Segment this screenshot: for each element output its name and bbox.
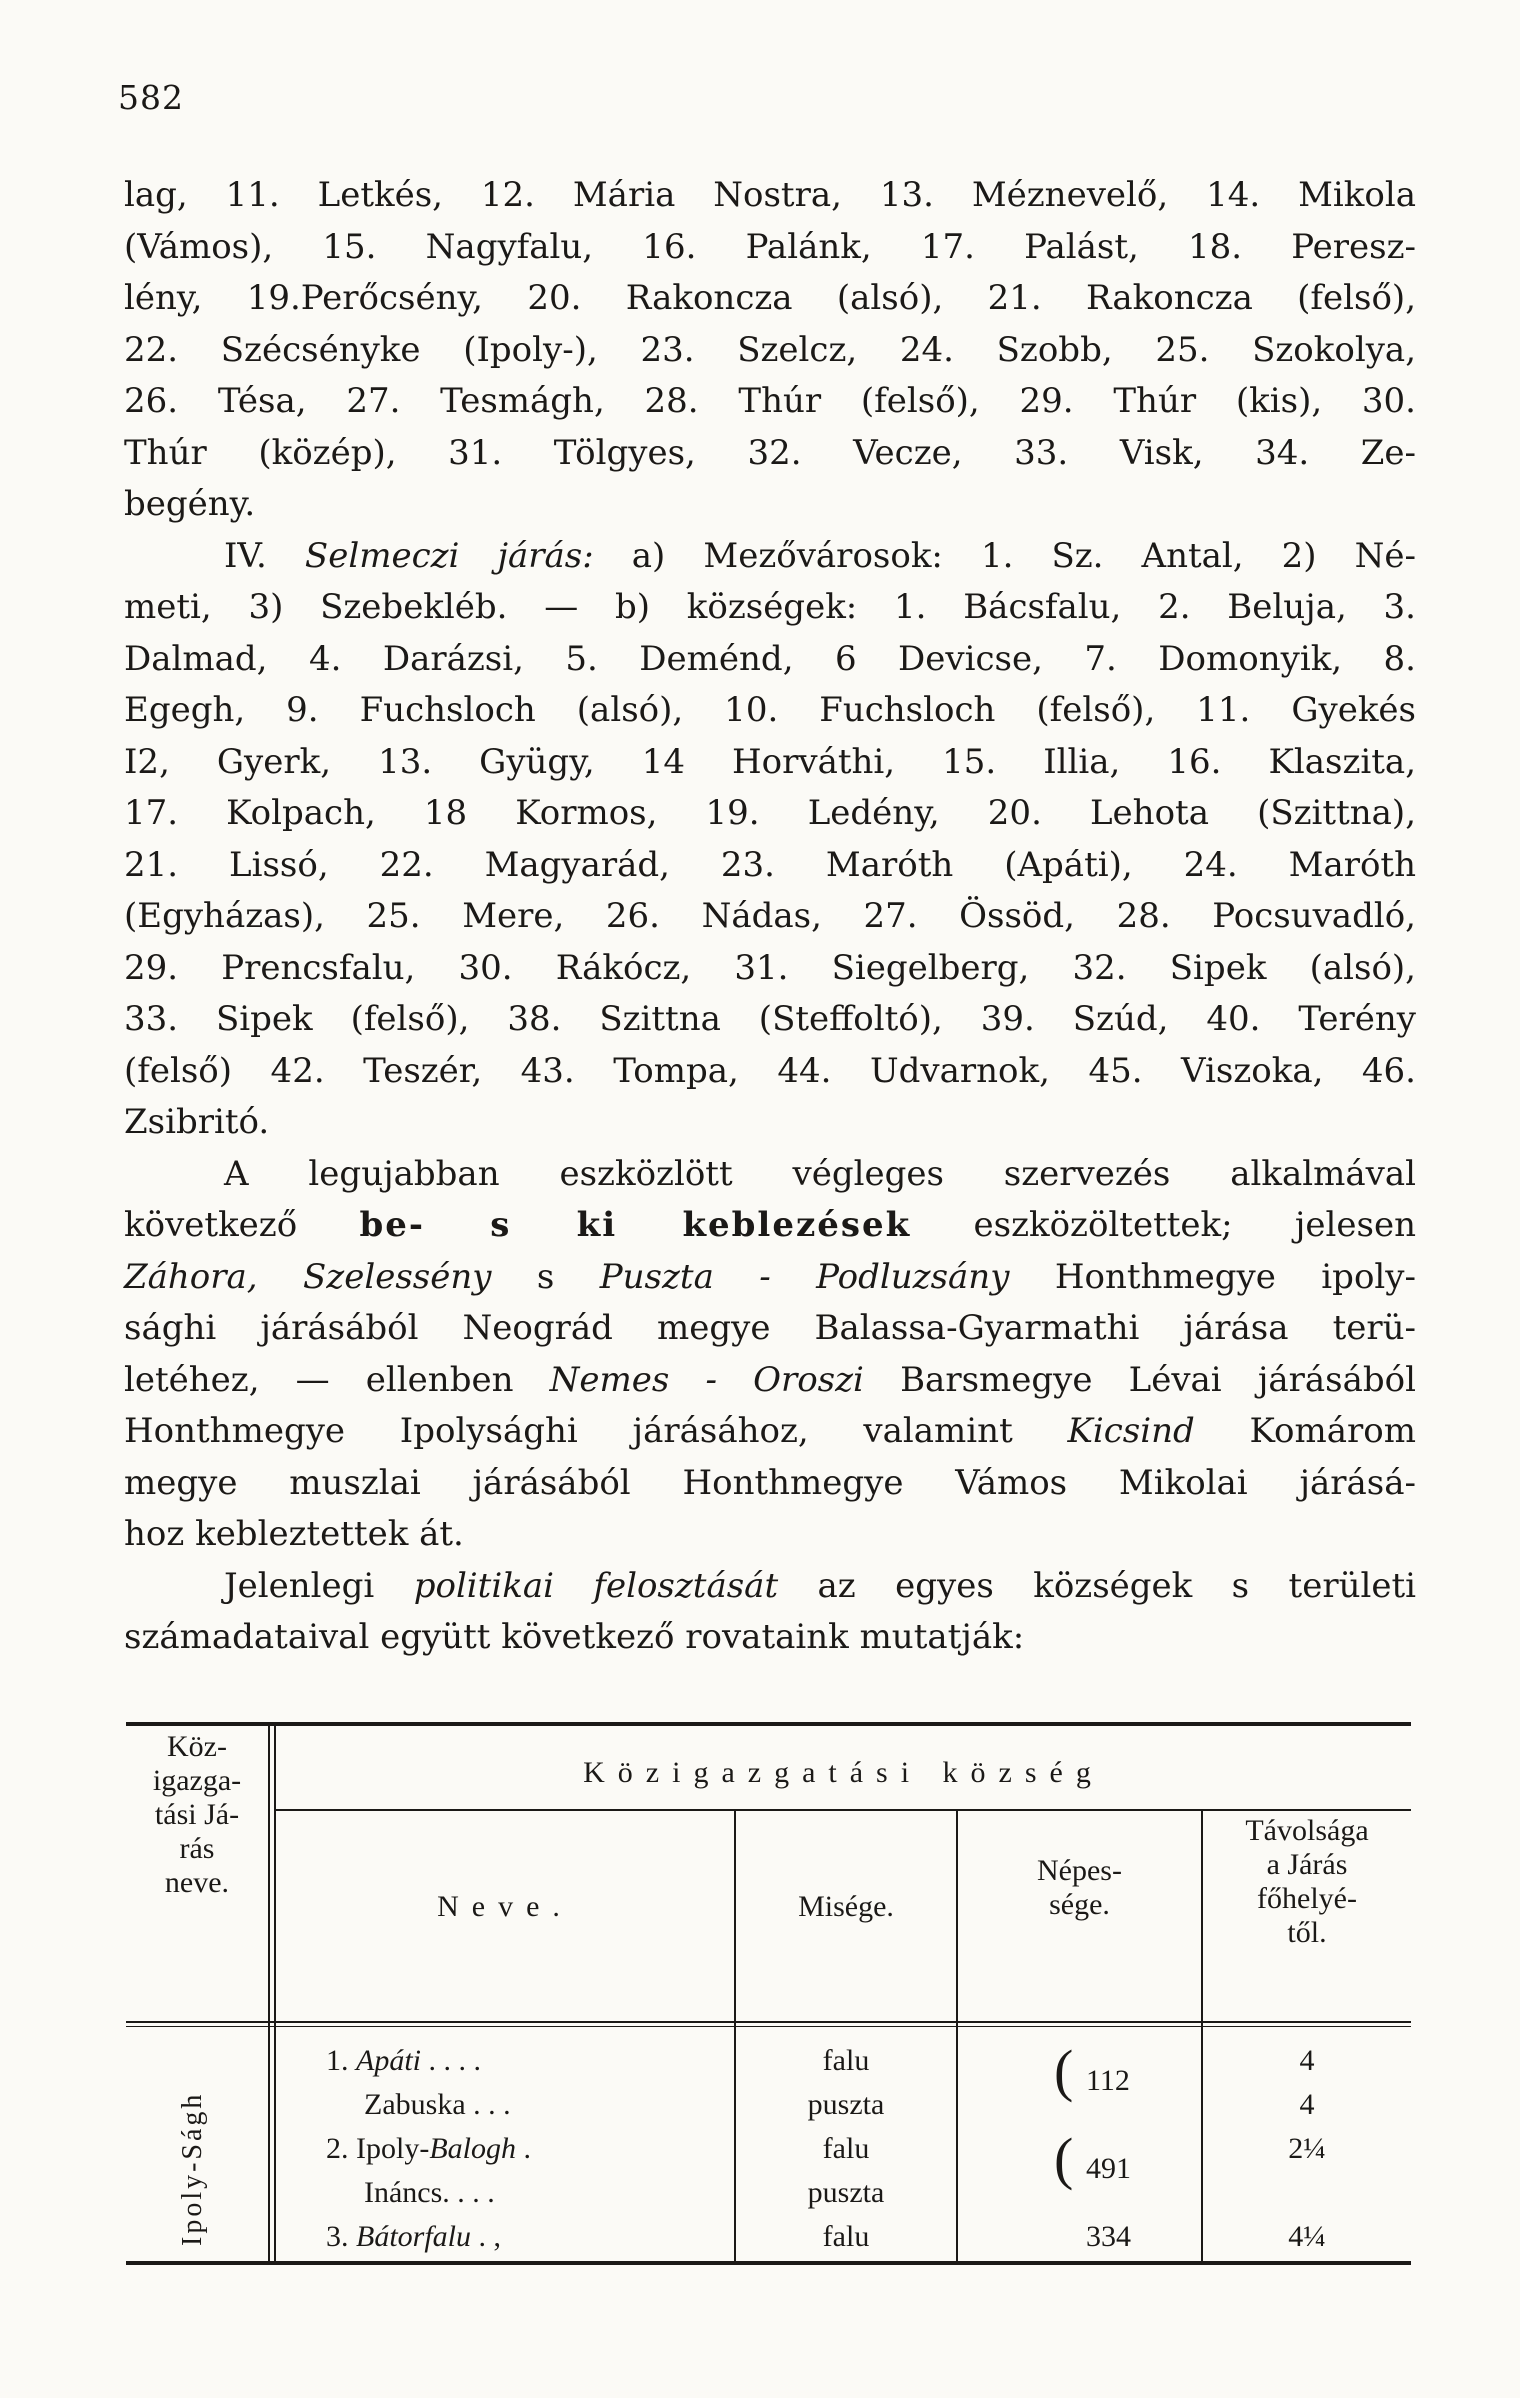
text-span: Komárom	[1194, 1411, 1416, 1451]
tavolsag-cell: 4	[1299, 2088, 1315, 2121]
header-line: főhelyé-	[1257, 1882, 1357, 1915]
village-name: Zabuska	[364, 2088, 466, 2121]
leader-dots: .	[516, 2132, 531, 2165]
row-number: 1.	[326, 2044, 349, 2077]
row-divider	[276, 1809, 1411, 1811]
nepesseg-cell: 112	[1086, 2064, 1130, 2097]
leader-dots: . . .	[465, 2088, 511, 2121]
header-line: Köz-	[167, 1730, 227, 1763]
misege-cell: puszta	[807, 2088, 885, 2121]
tavolsag-cell: 4¼	[1288, 2220, 1326, 2253]
text-line	[124, 1561, 1416, 1613]
col-divider	[268, 1726, 270, 2261]
text-span: letéhez, — ellenben	[124, 1359, 550, 1400]
text-line: Zsibritó.	[124, 1102, 270, 1142]
table-row-name	[364, 2088, 511, 2122]
text-line	[124, 1406, 1416, 1458]
emphasis: politikai felosztását	[413, 1565, 779, 1606]
col-header-nepesseg	[958, 1854, 1201, 1922]
place-name: Záhora, Szelessény	[124, 1256, 492, 1297]
header-line: Távolsága	[1245, 1814, 1369, 1847]
row-number: 2.	[326, 2132, 349, 2165]
leader-dots: . ,	[471, 2220, 502, 2253]
district-table	[126, 1722, 1411, 2265]
col-header-tavolsag	[1203, 1814, 1411, 1950]
text-line: Dalmad, 4. Darázsi, 5. Deménd, 6 Devicse, 7. Domonyik, 8.	[124, 638, 1416, 679]
table-row-name	[364, 2176, 495, 2210]
village-name: Bátorfalu	[356, 2220, 472, 2253]
village-name: Ipoly-	[356, 2132, 430, 2165]
header-line: től.	[1287, 1916, 1327, 1949]
text-line: megye muszlai járásából Honthmegye Vámos Mikolai járásá-	[124, 1462, 1416, 1503]
text-line: Thúr (közép), 31. Tölgyes, 32. Vecze, 33. Visk, 34. Ze-	[124, 432, 1416, 473]
text-line: begény.	[124, 484, 256, 524]
text-line: lény, 19.Perőcsény, 20. Rakoncza (alsó), 21. Rakoncza (felső),	[124, 278, 1416, 318]
selmecz-prefix: IV.	[224, 535, 305, 576]
header-line: neve.	[164, 1866, 230, 1899]
body-text	[124, 170, 1416, 1664]
text-line: lag, 11. Letkés, 12. Mária Nostra, 13. Méznevelő, 14. Mikola	[124, 175, 1416, 215]
group-header: Közigazgatási község	[583, 1756, 1104, 1789]
misege-cell: falu	[822, 2044, 870, 2077]
col-header-misege: Misége.	[798, 1890, 894, 1923]
table-row-name	[326, 2220, 501, 2254]
text-line: Egegh, 9. Fuchsloch (alsó), 10. Fuchsloch (felső), 11. Gyekés	[124, 690, 1416, 730]
header-line: Népes-	[1037, 1854, 1122, 1887]
text-span: Honthmegye ipoly-	[1009, 1256, 1416, 1297]
text-line: I2, Gyerk, 13. Gyügy, 14 Horváthi, 15. Illia, 16. Klaszita,	[124, 741, 1416, 782]
text-line	[124, 1355, 1416, 1407]
table-row-name	[326, 2132, 531, 2166]
text-line: 17. Kolpach, 18 Kormos, 19. Ledény, 20. Lehota (Szittna),	[124, 793, 1416, 833]
brace-symbol: (	[1054, 2126, 1074, 2191]
text-line: sághi járásából Neográd megye Balassa-Gyarmathi járása terü-	[124, 1308, 1416, 1348]
col-header-jaras	[126, 1730, 268, 1900]
text-line: hoz kebleztettek át.	[124, 1514, 464, 1554]
place-name: Kicsind	[1067, 1411, 1195, 1451]
text-line: 21. Lissó, 22. Magyarád, 23. Maróth (Apáti), 24. Maróth	[124, 844, 1416, 885]
leader-dots: . . . .	[421, 2044, 481, 2077]
col-header-neve: Neve.	[437, 1890, 573, 1923]
col-divider	[274, 1726, 276, 2261]
text-line: 26. Tésa, 27. Tesmágh, 28. Thúr (felső), 29. Thúr (kis), 30.	[124, 381, 1416, 421]
keblezesek-emphasis: be- s ki keblezések	[359, 1205, 912, 1245]
leader-dots: . . . .	[442, 2176, 495, 2209]
text-line	[124, 1200, 1416, 1252]
text-span: következő	[124, 1205, 360, 1245]
text-line: számadataival együtt következő rovataink mutatják:	[124, 1617, 1025, 1657]
row-divider	[126, 2026, 1411, 2027]
text-line: meti, 3) Szebekléb. — b) községek: 1. Bácsfalu, 2. Beluja, 3.	[124, 587, 1416, 627]
text-span: s	[491, 1256, 600, 1297]
text-line	[124, 1252, 1416, 1304]
place-name: Puszta - Podluzsány	[599, 1256, 1010, 1297]
brace-symbol: (	[1054, 2038, 1074, 2103]
selmecz-heading-line	[124, 531, 1416, 583]
text-span: Barsmegye Lévai járásából	[863, 1359, 1416, 1400]
village-name: Apáti	[356, 2044, 421, 2077]
text-line: 33. Sipek (felső), 38. Szittna (Steffoltó), 39. Szúd, 40. Terény	[124, 999, 1416, 1039]
place-name: Nemes - Oroszi	[549, 1359, 864, 1400]
row-number: 3.	[326, 2220, 349, 2253]
row-divider	[126, 2021, 1411, 2023]
tavolsag-cell: 4	[1299, 2044, 1315, 2077]
text-line: (felső) 42. Teszér, 43. Tompa, 44. Udvarnok, 45. Viszoka, 46.	[124, 1050, 1416, 1091]
table-row-name	[326, 2044, 481, 2078]
header-line: igazga-	[152, 1764, 242, 1797]
nepesseg-cell: 334	[1086, 2220, 1131, 2253]
text-line: (Vámos), 15. Nagyfalu, 16. Palánk, 17. Palást, 18. Peresz-	[124, 226, 1416, 267]
header-line: rás	[179, 1832, 215, 1865]
text-line: A legujabban eszközlött végleges szervezés alkalmával	[224, 1153, 1416, 1194]
misege-cell: puszta	[807, 2176, 885, 2209]
misege-cell: falu	[822, 2220, 870, 2253]
selmecz-title: Selmeczi járás:	[304, 535, 594, 576]
text-span: az egyes községek s területi	[778, 1565, 1417, 1606]
village-name: Ináncs	[364, 2176, 443, 2209]
text-line: 29. Prencsfalu, 30. Rákócz, 31. Siegelberg, 32. Sipek (alsó),	[124, 947, 1416, 988]
text-span: eszközöltettek; jelesen	[911, 1205, 1416, 1245]
nepesseg-cell: 491	[1086, 2152, 1131, 2185]
header-line: sége.	[1049, 1888, 1110, 1921]
tavolsag-cell: 2¼	[1288, 2132, 1326, 2165]
text-line: 22. Szécsényke (Ipoly-), 23. Szelcz, 24. Szobb, 25. Szokolya,	[124, 329, 1416, 370]
misege-cell: falu	[822, 2132, 870, 2165]
page-number: 582	[118, 78, 184, 117]
village-name: Balogh	[429, 2132, 516, 2165]
text-line: (Egyházas), 25. Mere, 26. Nádas, 27. Össöd, 28. Pocsuvadló,	[124, 896, 1416, 936]
selmecz-suffix: a) Mezővárosok: 1. Sz. Antal, 2) Né-	[593, 535, 1416, 576]
district-label: Ipoly-Ságh	[177, 2091, 208, 2246]
header-line: tási Já-	[154, 1798, 240, 1831]
header-line: a Járás	[1266, 1848, 1348, 1881]
text-span: Jelenlegi	[224, 1565, 414, 1606]
text-span: Honthmegye Ipolysághi járásához, valamint	[124, 1411, 1068, 1451]
